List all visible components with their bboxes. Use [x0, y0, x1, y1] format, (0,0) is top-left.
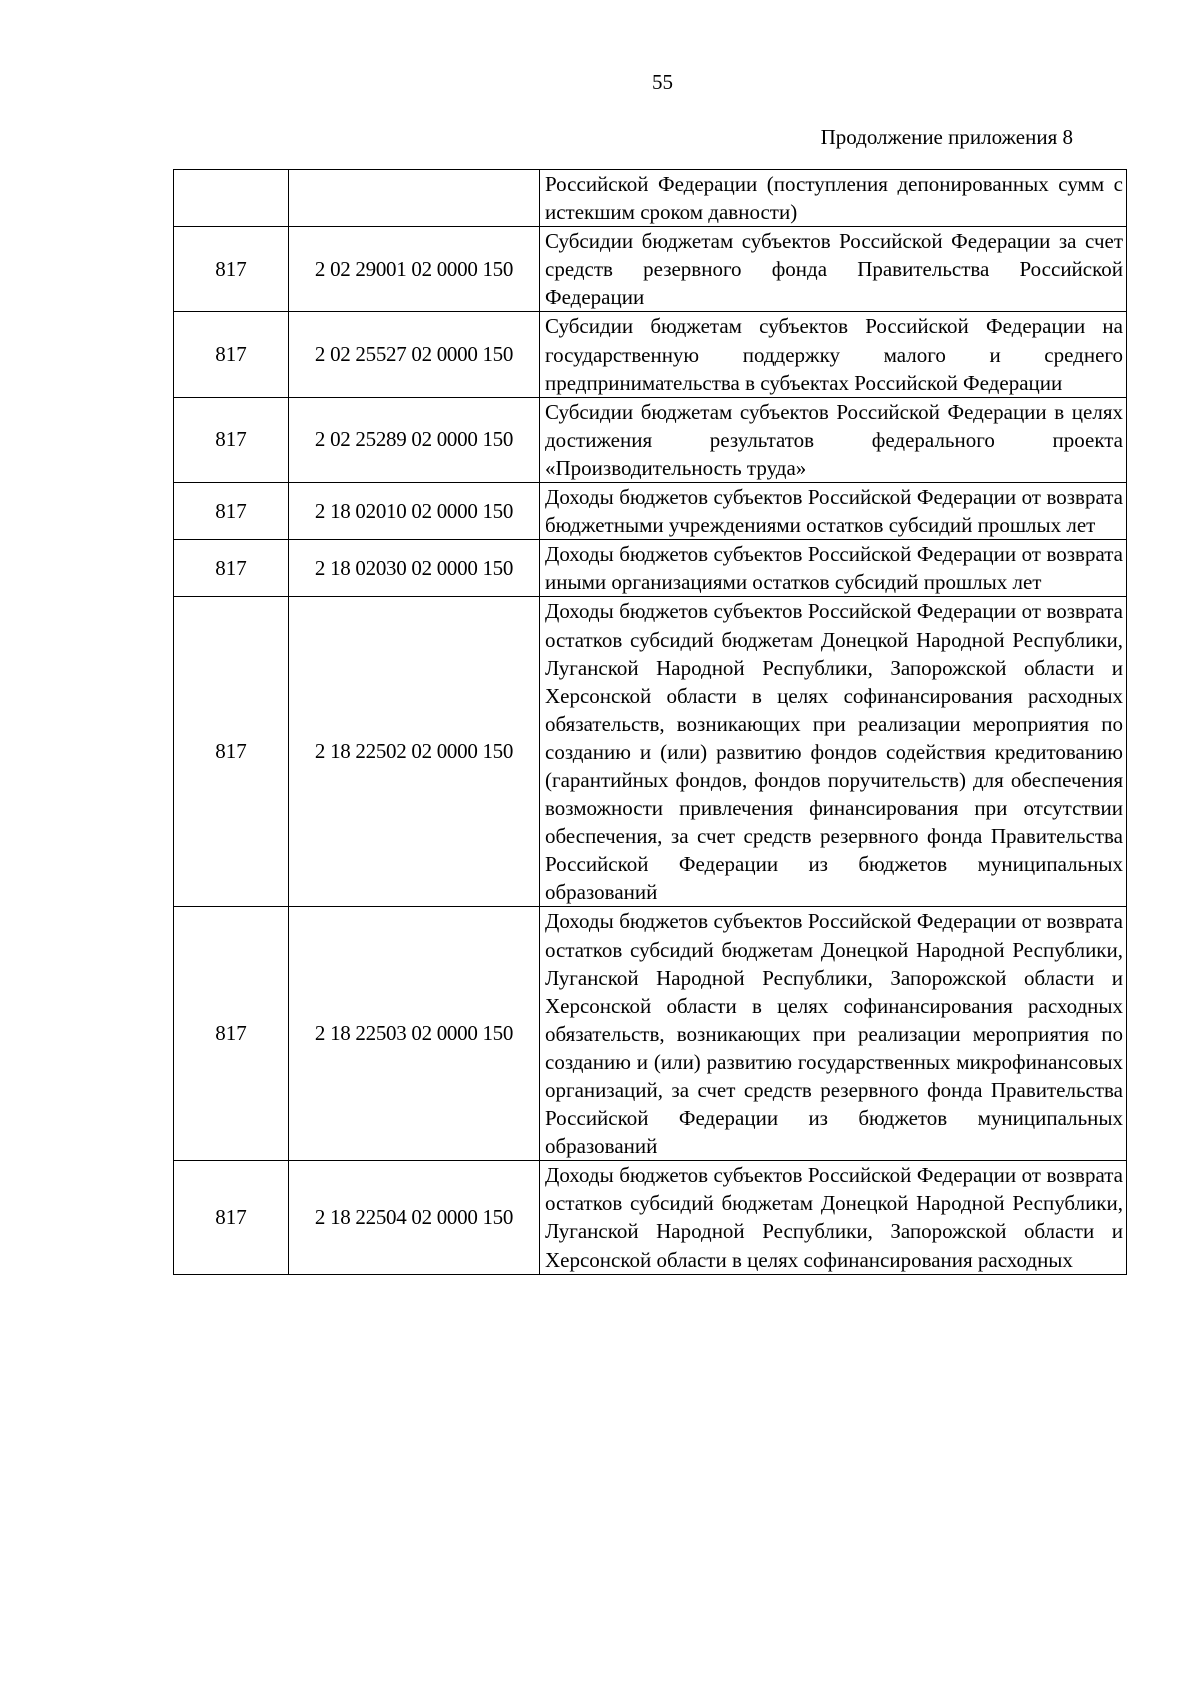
- admin-code-cell: 817: [174, 1161, 289, 1274]
- revenue-name-cell: [540, 483, 1127, 540]
- budget-code-cell: 2 18 22502 02 0000 150: [289, 597, 540, 907]
- admin-code-cell: 817: [174, 397, 289, 482]
- revenue-name-text: Доходы бюджетов субъектов Российской Федерации от возврата иными организациями остатков субсидий прошлых лет: [545, 542, 1123, 595]
- revenue-name-text: Субсидии бюджетам субъектов Российской Федерации в целях достижения результатов федерального проекта «Производительность труда»: [545, 399, 1123, 480]
- revenue-name-text: Субсидии бюджетам субъектов Российской Федерации на государственную поддержку малого и среднего предпринимательства в субъектах Российской Федерации: [545, 314, 1123, 395]
- table-row: [174, 907, 1127, 1161]
- table-row: [174, 170, 1127, 227]
- revenue-name-cell: [540, 227, 1127, 312]
- budget-code-cell: [289, 170, 540, 227]
- table-body: [174, 170, 1127, 1275]
- admin-code-cell: 817: [174, 227, 289, 312]
- revenue-codes-table: [173, 169, 1127, 1275]
- admin-code-cell: 817: [174, 540, 289, 597]
- revenue-name-cell: [540, 907, 1127, 1161]
- table-row: [174, 227, 1127, 312]
- appendix-continuation-note: Продолжение приложения 8: [820, 125, 1073, 149]
- table-row: [174, 597, 1127, 907]
- revenue-name-text: Доходы бюджетов субъектов Российской Федерации от возврата остатков субсидий бюджетам Донецкой Народной Республики, Луганской Народной Республики, Запорожской области и Херсонской области в целях софинансирования расходных: [545, 1163, 1123, 1272]
- revenue-name-cell: [540, 170, 1127, 227]
- revenue-name-text: Доходы бюджетов субъектов Российской Федерации от возврата бюджетными учреждениями остатков субсидий прошлых лет: [545, 485, 1123, 538]
- admin-code-cell: [174, 170, 289, 227]
- revenue-name-cell: [540, 312, 1127, 397]
- revenue-name-text: Доходы бюджетов субъектов Российской Федерации от возврата остатков субсидий бюджетам Донецкой Народной Республики, Луганской Народной Республики, Запорожской области и Херсонской области в целях софинансирования расходных обязательств, возникающих при реализации мероприятия по созданию и (или) развитию государственных микрофинансовых организаций, за счет средств резервного фонда Правительства Российской Федерации из бюджетов муниципальных образований: [545, 909, 1123, 1159]
- table-row: [174, 1161, 1127, 1274]
- revenue-name-cell: [540, 540, 1127, 597]
- table-row: [174, 312, 1127, 397]
- budget-code-cell: 2 18 02010 02 0000 150: [289, 483, 540, 540]
- revenue-name-text: Доходы бюджетов субъектов Российской Федерации от возврата остатков субсидий бюджетам Донецкой Народной Республики, Луганской Народной Республики, Запорожской области и Херсонской области в целях софинансирования расходных обязательств, возникающих при реализации мероприятия по созданию и (или) развитию фондов содействия кредитованию (гарантийных фондов, фондов поручительств) для обеспечения возможности привлечения финансирования при отсутствии обеспечения, за счет средств резервного фонда Правительства Российской Федерации из бюджетов муниципальных образований: [545, 599, 1123, 905]
- budget-code-cell: 2 18 22504 02 0000 150: [289, 1161, 540, 1274]
- page-number: 55: [652, 70, 673, 94]
- admin-code-cell: 817: [174, 907, 289, 1161]
- budget-code-cell: 2 02 25527 02 0000 150: [289, 312, 540, 397]
- table-row: [174, 483, 1127, 540]
- revenue-name-text: Российской Федерации (поступления депонированных сумм с истекшим сроком давности): [545, 172, 1123, 225]
- budget-code-cell: 2 18 22503 02 0000 150: [289, 907, 540, 1161]
- revenue-name-text: Субсидии бюджетам субъектов Российской Федерации за счет средств резервного фонда Правительства Российской Федерации: [545, 229, 1123, 310]
- budget-code-cell: 2 02 29001 02 0000 150: [289, 227, 540, 312]
- budget-code-cell: 2 02 25289 02 0000 150: [289, 397, 540, 482]
- table-row: [174, 397, 1127, 482]
- revenue-name-cell: [540, 597, 1127, 907]
- revenue-name-cell: [540, 397, 1127, 482]
- admin-code-cell: 817: [174, 597, 289, 907]
- budget-code-cell: 2 18 02030 02 0000 150: [289, 540, 540, 597]
- admin-code-cell: 817: [174, 312, 289, 397]
- admin-code-cell: 817: [174, 483, 289, 540]
- revenue-name-cell: [540, 1161, 1127, 1274]
- table-row: [174, 540, 1127, 597]
